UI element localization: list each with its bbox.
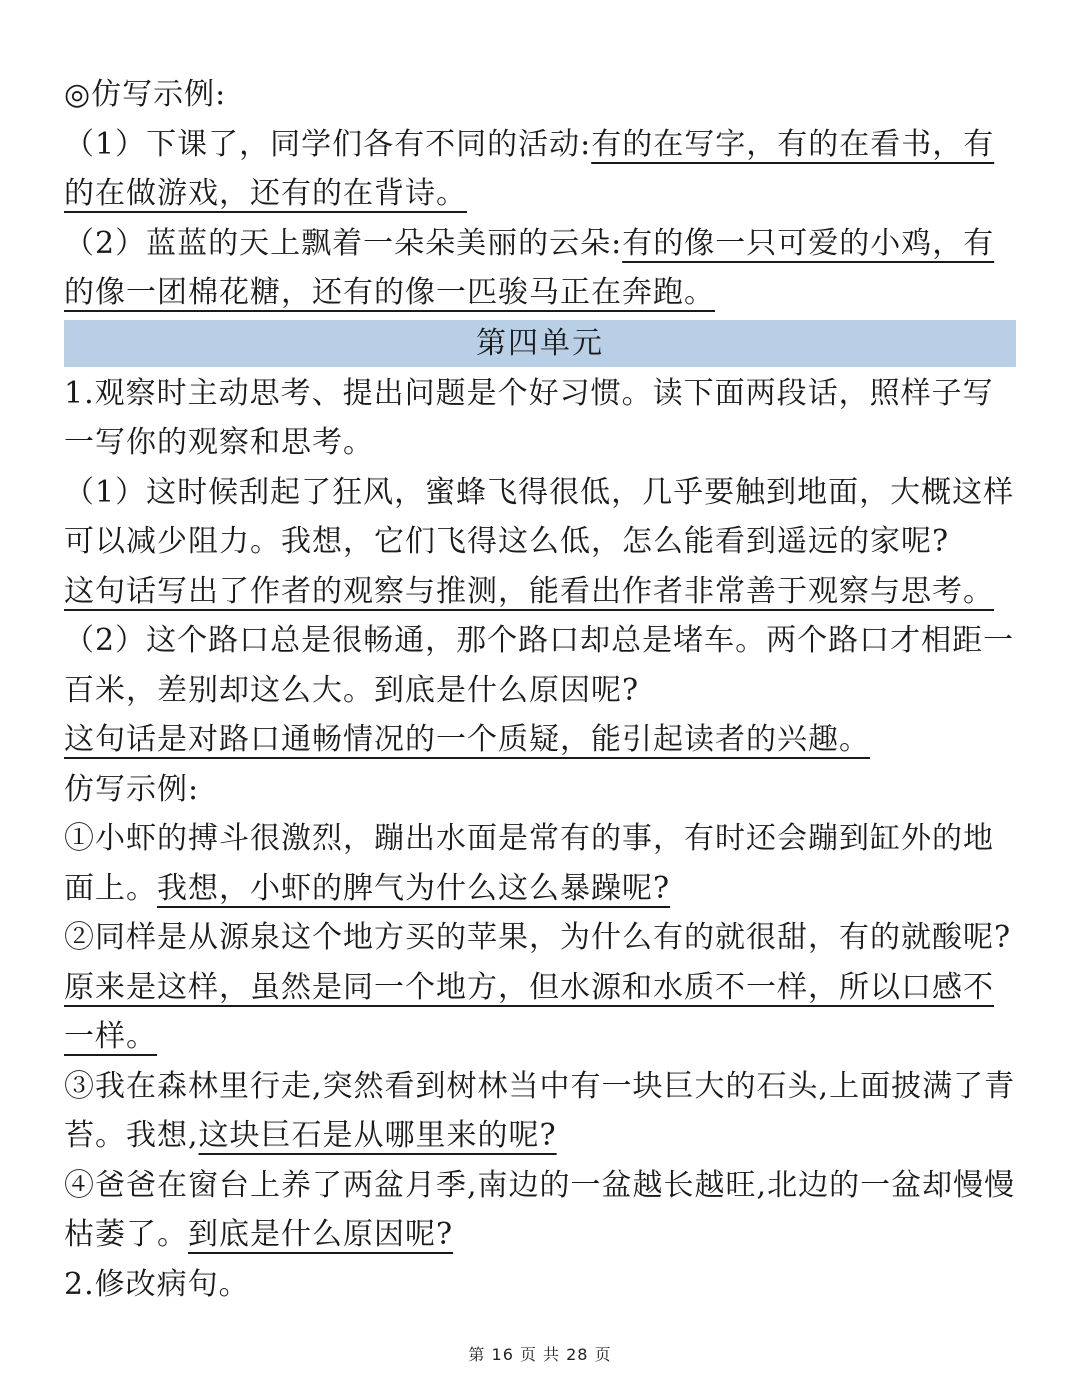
example-item-1 <box>64 120 1016 219</box>
passage-2-answer <box>64 715 1016 765</box>
example-2-answer: 有的像一只可爱的小鸡，有的像一团棉花糖，还有的像一匹骏马正在奔跑。 <box>64 225 995 310</box>
imitation-2-answer: 原来是这样，虽然是同一个地方，但水源和水质不一样，所以口感不一样。 <box>64 969 994 1054</box>
example-1-answer: 有的在写字，有的在看书，有的在做游戏，还有的在背诗。 <box>64 126 995 211</box>
example-item-2 <box>64 219 1016 318</box>
page-footer: 第 16 页 共 28 页 <box>468 1345 612 1364</box>
examples-heading: ◎仿写示例: <box>64 77 227 112</box>
passage-2-answer-text: 这句话是对路口通畅情况的一个质疑，能引起读者的兴趣。 <box>64 722 870 757</box>
imitation-4 <box>64 1161 1016 1260</box>
imitation-3-text: ③我在森林里行走,突然看到树林当中有一块巨大的石头,上面披满了青苔。我想, <box>64 1068 1016 1153</box>
unit-banner: 第四单元 <box>64 320 1016 367</box>
page-content <box>64 70 1016 1309</box>
question-1-prompt: 1.观察时主动思考、提出问题是个好习惯。读下面两段话，照样子写一写你的观察和思考。 <box>64 375 994 460</box>
example-1-prefix: （1）下课了，同学们各有不同的活动: <box>64 126 592 162</box>
passage-1-answer-text: 这句话写出了作者的观察与推测，能看出作者非常善于观察与思考。 <box>64 573 994 609</box>
imitation-heading: 仿写示例: <box>64 771 200 807</box>
imitation-1-text: ①小虾的搏斗很激烈，蹦出水面是常有的事，有时还会蹦到缸外的地面上。 <box>64 821 994 906</box>
passage-1: （1）这时候刮起了狂风，蜜蜂飞得很低，几乎要触到地面，大概这样可以减少阻力。我想，它们飞得这么低，怎么能看到遥远的家呢? <box>64 474 1015 559</box>
imitation-3 <box>64 1062 1016 1161</box>
imitation-1 <box>64 814 1016 913</box>
imitation-3-answer: 这块巨石是从哪里来的呢? <box>198 1118 557 1153</box>
imitation-2-text: ②同样是从源泉这个地方买的苹果，为什么有的就很甜，有的就酸呢? <box>64 920 1012 955</box>
imitation-1-answer: 我想，小虾的脾气为什么这么暴躁呢? <box>157 870 671 906</box>
imitation-4-answer: 到底是什么原因呢? <box>188 1217 454 1252</box>
imitation-4-text: ④爸爸在窗台上养了两盆月季,南边的一盆越长越旺,北边的一盆却慢慢枯萎了。 <box>64 1167 1016 1252</box>
question-2-prompt: 2.修改病句。 <box>64 1266 250 1302</box>
example-2-prefix: （2）蓝蓝的天上飘着一朵朵美丽的云朵: <box>64 225 623 261</box>
passage-2: （2）这个路口总是很畅通，那个路口却总是堵车。两个路口才相距一百米，差别却这么大。到底是什么原因呢? <box>64 623 1015 708</box>
passage-1-answer <box>64 567 1016 617</box>
imitation-2 <box>64 913 1016 1062</box>
